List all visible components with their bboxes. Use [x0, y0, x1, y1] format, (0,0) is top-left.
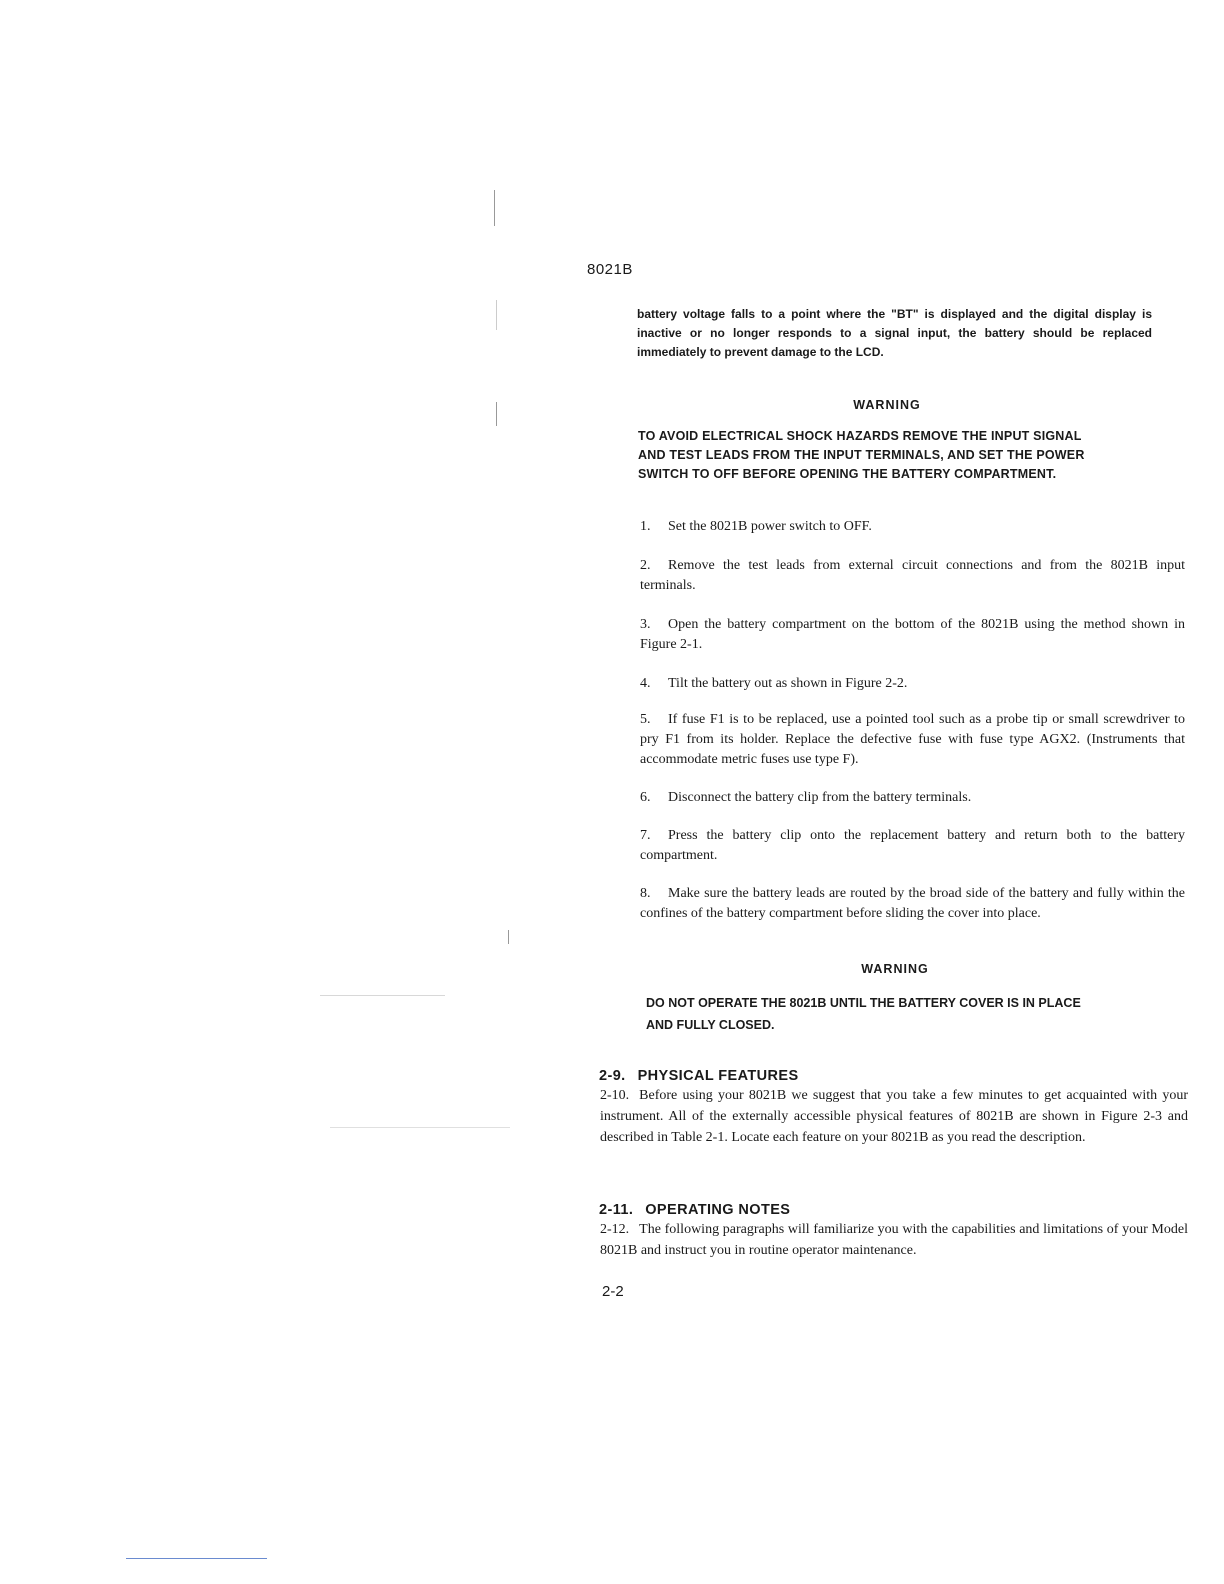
scan-mark	[496, 402, 497, 426]
warning-body	[646, 992, 1146, 1036]
section-number: 2-9.	[599, 1068, 626, 1084]
step-item	[640, 517, 1185, 537]
step-text: Press the battery clip onto the replacement battery and return both to the battery compartment.	[640, 828, 1185, 863]
warning-line: AND FULLY CLOSED.	[646, 1018, 775, 1032]
step-text: Disconnect the battery clip from the battery terminals.	[668, 790, 972, 805]
warning-title: WARNING	[861, 962, 929, 976]
section-heading	[599, 1202, 790, 1218]
paragraph-number: 2-10.	[600, 1088, 630, 1103]
step-number: 5.	[640, 712, 651, 727]
step-text: Open the battery compartment on the bottom of the 8021B using the method shown in Figure 2-1.	[640, 617, 1185, 652]
paragraph-text: Before using your 8021B we suggest that you take a few minutes to get acquainted with your instrument. All of the externally accessible physical features of 8021B are shown in Figure 2-3 and described in Table 2-1. Locate each feature on your 8021B as you read the description.	[600, 1088, 1188, 1145]
section-title: OPERATING NOTES	[645, 1202, 791, 1218]
step-item	[640, 826, 1185, 866]
scan-mark	[320, 995, 445, 996]
step-text: Remove the test leads from external circuit connections and from the 8021B input terminals.	[640, 558, 1185, 593]
scan-mark	[496, 300, 497, 330]
bottom-rule	[126, 1558, 267, 1559]
step-text: Set the 8021B power switch to OFF.	[668, 519, 872, 534]
step-text: Make sure the battery leads are routed by the broad side of the battery and fully within the confines of the battery compartment before sliding the cover into place.	[640, 886, 1185, 921]
page-number: 2-2	[602, 1283, 624, 1300]
step-text: If fuse F1 is to be replaced, use a pointed tool such as a probe tip or small screwdriver to pry F1 from its holder. Replace the defective fuse with fuse type AGX2. (Instruments that accommodate metric fuses use type F).	[640, 712, 1185, 767]
paragraph-number: 2-12.	[600, 1222, 630, 1237]
warning-title: WARNING	[853, 398, 921, 412]
section-number: 2-11.	[599, 1202, 634, 1218]
lead-paragraph: battery voltage falls to a point where the "BT" is displayed and the digital display is inactive or no longer responds to a signal input, the battery should be replaced immediately to prevent damage to the LCD.	[637, 307, 1152, 359]
step-number: 4.	[640, 676, 651, 691]
section-title: PHYSICAL FEATURES	[637, 1068, 799, 1084]
warning-body	[638, 427, 1138, 484]
step-number: 2.	[640, 558, 651, 573]
step-item	[640, 710, 1185, 770]
section-paragraph	[600, 1085, 1188, 1148]
step-number: 8.	[640, 886, 651, 901]
warning-line: SWITCH TO OFF BEFORE OPENING THE BATTERY COMPARTMENT.	[638, 467, 1057, 481]
model-header: 8021B	[587, 261, 633, 278]
step-item	[640, 788, 1185, 808]
section-heading	[599, 1068, 799, 1084]
step-item	[640, 615, 1185, 655]
step-text: Tilt the battery out as shown in Figure 2-2.	[668, 676, 908, 691]
warning-line: TO AVOID ELECTRICAL SHOCK HAZARDS REMOVE THE INPUT SIGNAL	[638, 429, 1082, 443]
warning-line: AND TEST LEADS FROM THE INPUT TERMINALS, AND SET THE POWER	[638, 448, 1085, 462]
step-item	[640, 884, 1185, 924]
step-number: 3.	[640, 617, 651, 632]
warning-line: DO NOT OPERATE THE 8021B UNTIL THE BATTERY COVER IS IN PLACE	[646, 996, 1081, 1010]
paragraph-text: The following paragraphs will familiarize you with the capabilities and limitations of your Model 8021B and instruct you in routine operator maintenance.	[600, 1222, 1188, 1258]
scan-mark	[494, 190, 495, 226]
scan-mark	[330, 1127, 510, 1128]
step-number: 1.	[640, 519, 651, 534]
section-paragraph	[600, 1219, 1188, 1261]
step-number: 6.	[640, 790, 651, 805]
scan-mark	[508, 930, 509, 944]
step-item	[640, 674, 1185, 694]
step-item	[640, 556, 1185, 596]
step-number: 7.	[640, 828, 651, 843]
